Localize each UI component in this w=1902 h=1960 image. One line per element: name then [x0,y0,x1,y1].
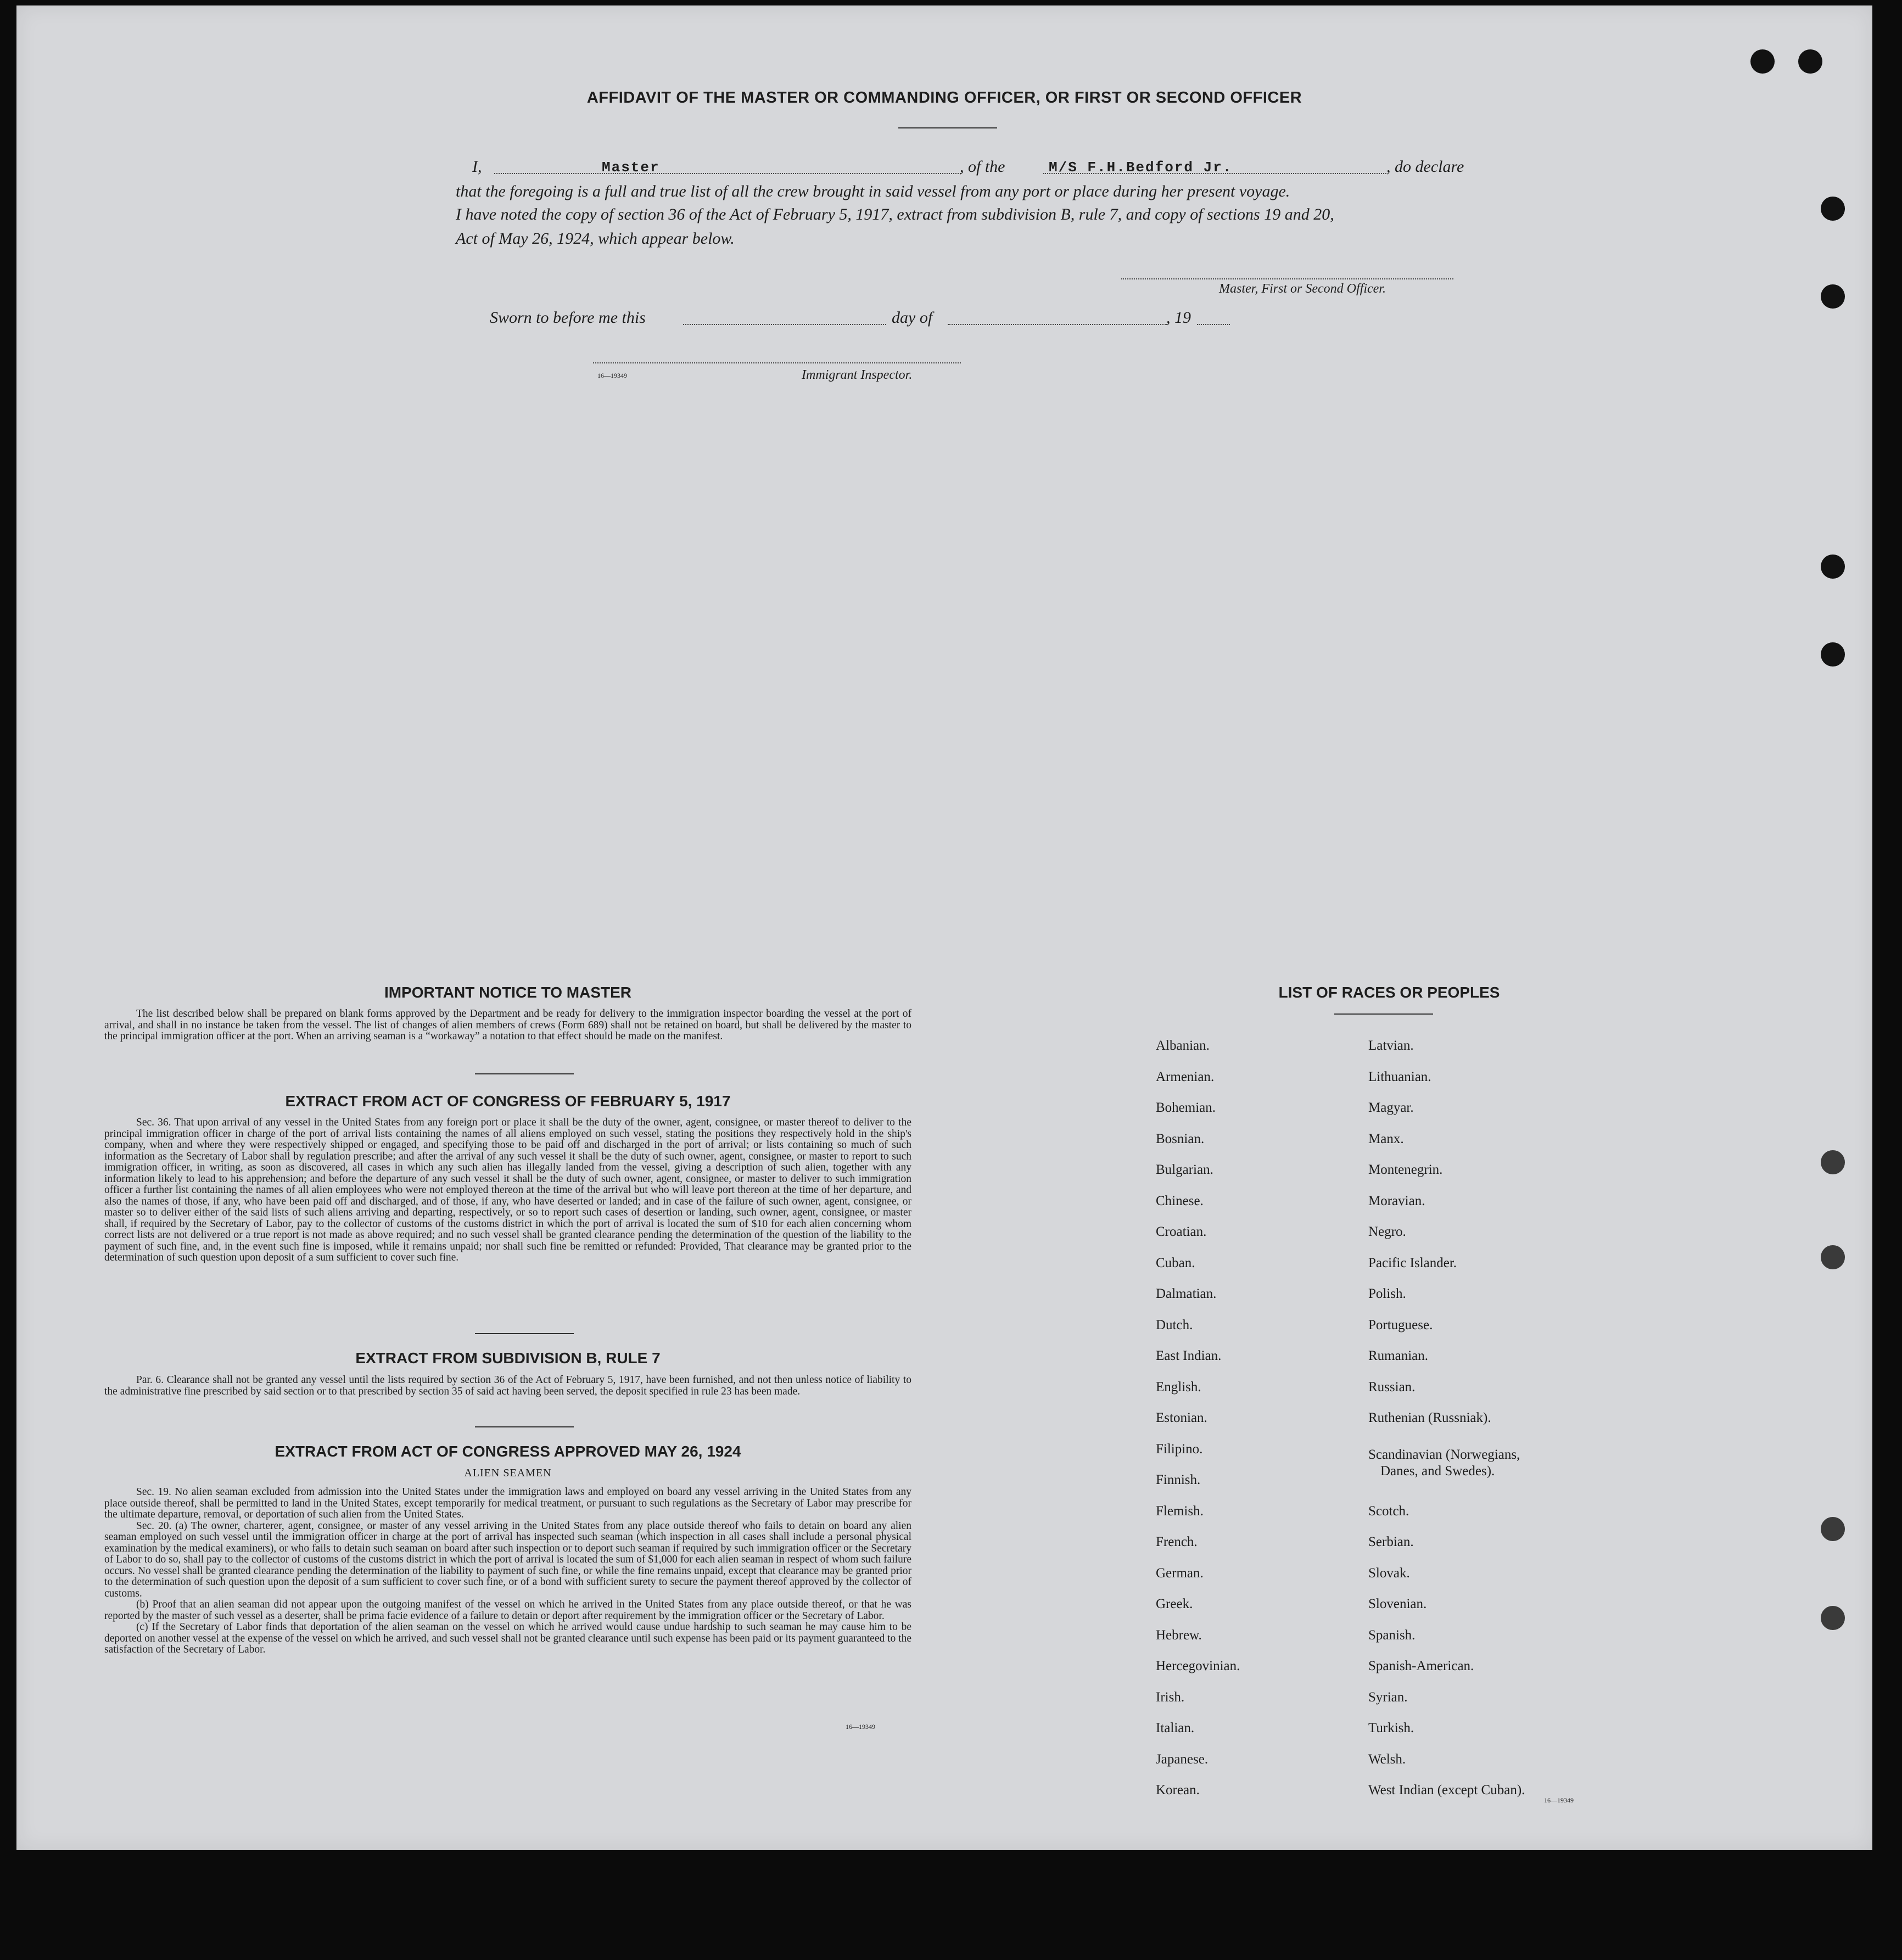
notice-body: The list described below shall be prepared on blank forms approved by the Department and be ready for delivery to the immigration inspector boarding the vessel at the port of arrival, and shall in no instance be taken from the vessel. The list of changes of alien members of crews (Form 689) shall not be retained on board, but shall be delivered by the master to the principal immigration officer at the port. When an arriving seaman is a “workaway” a notation to that effect should be made on the manifest. [104,1008,911,1042]
race-item: Hercegovinian. [1156,1659,1240,1673]
sworn-label: Sworn to before me this [490,309,646,327]
races-title: LIST OF RACES OR PEOPLES [1278,984,1500,1001]
race-item: Latvian. [1368,1038,1414,1053]
race-item: Albanian. [1156,1038,1210,1053]
race-item: Finnish. [1156,1472,1201,1487]
sec-20c-text: (c) If the Secretary of Labor finds that deportation of the alien seaman on the vessel on which he arrived would cause undue hardship to such seaman he may cause him to be deported on another vessel at the expense of the vessel on which he arrived, and such vessel shall not be granted clearance until such expense has been paid or its payment guaranteed to the satisfaction of the Secretary of Labor. [104,1621,911,1655]
punch-hole [1821,1150,1845,1174]
race-item: Japanese. [1156,1751,1209,1767]
affidavit-i: I, [472,158,482,176]
master-field-value[interactable]: Master [602,159,660,176]
race-item: Rumanian. [1368,1348,1429,1363]
form-page [16,5,1872,1850]
punch-hole [1821,1245,1845,1269]
day-of-label: day of [892,309,933,327]
sworn-year-line [1197,324,1230,325]
race-item: Bulgarian. [1156,1162,1213,1177]
race-item: Italian. [1156,1721,1195,1735]
form-number: 16—19349 [846,1723,875,1731]
do-declare-label: , do declare [1386,158,1464,176]
race-item: West Indian (except Cuban). [1368,1783,1525,1797]
race-item: Welsh. [1368,1751,1406,1767]
affidavit-line-2: that the foregoing is a full and true list of all the crew brought in said vessel from any port or place during her present voyage. [456,182,1290,200]
race-item: Korean. [1156,1783,1200,1797]
race-item: Scandinavian (Norwegians, [1368,1447,1520,1462]
extract-1924-body [104,1487,911,1656]
race-item: Croatian. [1156,1224,1207,1239]
form-number: 16—19349 [597,372,627,379]
extract-1924-subtitle: ALIEN SEAMEN [464,1467,552,1479]
punch-hole [1821,1606,1845,1630]
punch-hole [1821,1517,1845,1541]
race-item: Pacific Islander. [1368,1255,1457,1270]
sworn-month-line [948,324,1167,325]
notice-title: IMPORTANT NOTICE TO MASTER [384,984,632,1001]
race-item: Hebrew. [1156,1627,1202,1643]
affidavit-line-4: Act of May 26, 1924, which appear below. [456,229,735,248]
section-divider [475,1333,574,1334]
section-divider [475,1426,574,1427]
sec-20a-text: Sec. 20. (a) The owner, charterer, agent, consignee, or master of any vessel arriving in the United States from any place outside thereof who fails to detain on board any alien seaman employed on such vessel until the immigration officer in charge at the port of arrival has inspected such seaman (which inspection in all cases shall include a personal physical examination by the medical examiners), or who fails to detain such seaman on board after such inspection or to deport such seaman if required by such immigration officer or the Secretary of Labor to do so, shall pay to the collector of customs of the customs district in which the port of arrival is located the sum of $1,000 for each alien seaman in respect of whom such failure occurs. No vessel shall be granted clearance pending the determination of the liability to payment of such fine, or while the fine remains unpaid, except that clearance may be granted prior to the determination of such question upon the deposit of a sum sufficient to cover such fine, or of a bond with sufficient surety to secure the payment thereof approved by the collector of customs. [104,1520,911,1599]
race-item: Cuban. [1156,1255,1195,1270]
punch-hole [1821,555,1845,579]
race-item: Serbian. [1368,1535,1414,1549]
punch-hole [1821,642,1845,667]
form-number: 16—19349 [1544,1796,1574,1804]
race-item: Polish. [1368,1286,1406,1301]
master-field-line [494,173,961,174]
race-item: French. [1156,1535,1198,1549]
extract-rule7-title: EXTRACT FROM SUBDIVISION B, RULE 7 [355,1349,661,1367]
race-item: Lithuanian. [1368,1069,1431,1084]
race-item: Irish. [1156,1689,1185,1705]
race-item: Russian. [1368,1379,1416,1395]
race-item: Estonian. [1156,1410,1207,1425]
races-divider [1334,1013,1433,1015]
extract-1917-body: Sec. 36. That upon arrival of any vessel in the United States from any foreign port or place it shall be the duty of the owner, agent, consignee, or master thereof to deliver to the principal immigration officer in charge of the port of arrival lists containing the names of all aliens employed on such vessel, stating the positions they respectively hold in the ship's company, when and where they were respectively shipped or engaged, and specifying those to be paid off and discharged in the port of arrival; or lists containing so much of such information as the Secretary of Labor shall by regulation prescribe; and after the arrival of any such vessel it shall be the duty of such owner, agent, consignee, or master to report to such immigration officer, in writing, as soon as discovered, all cases in which any such alien has illegally landed from the vessel, giving a description of such alien, together with any information likely to lead to his apprehension; and before the departure of any such vessel it shall be the duty of such owner, agent, consignee, or master to deliver to such immigration officer a further list containing the names of all alien employees who were not employed thereon at the time of the arrival but who will leave port thereon at the time of her departure, and also the names of those, if any, who have been paid off and discharged, and of those, if any, who have deserted or landed; and in case of the failure of such owner, agent, consignee, or master so to deliver either of the said lists of such aliens arriving and departing, respectively, or so to report such cases of desertion or landing, such owner, agent, consignee, or master shall, if required by the Secretary of Labor, pay to the collector of customs of the customs district in which the port of arrival is located the sum of $10 for each alien concerning whom correct lists are not delivered or a true report is not made as above required; and no such vessel shall be granted clearance pending the determination of the question of the liability to the payment of such fine, and, in the event such fine is imposed, while it remains unpaid; nor shall such fine be remitted or refunded: Provided, That clearance may be granted prior to the determination of such question upon deposit of a sum sufficient to cover such fine. [104,1117,911,1263]
race-item: Greek. [1156,1597,1193,1611]
of-the-label: , of the [960,158,1005,176]
year-label: , 19 [1166,309,1191,327]
race-item: Portuguese. [1368,1317,1433,1332]
section-divider [475,1073,574,1074]
race-item: Filipino. [1156,1441,1203,1457]
sec-20b-text: (b) Proof that an alien seaman did not appear upon the outgoing manifest of the vessel on which he arrived in the United States from any place outside thereof, or that he was reported by the master of such vessel as a deserter, shall be prima facie evidence of a failure to detain or deport after requirement by the immigration officer or the Secretary of Labor. [104,1599,911,1622]
race-item: Dutch. [1156,1317,1193,1332]
race-item: Moravian. [1368,1193,1425,1208]
race-item: Spanish-American. [1368,1659,1474,1673]
race-item: Montenegrin. [1368,1162,1443,1177]
races-right-column [1368,1038,1525,1799]
signature-label: Master, First or Second Officer. [1219,282,1386,296]
signature-line [1121,278,1453,279]
race-item: Spanish. [1368,1627,1416,1643]
race-item: Armenian. [1156,1069,1215,1084]
race-item: Danes, and Swedes). [1380,1463,1495,1479]
race-item: Magyar. [1368,1100,1414,1115]
race-item: Dalmatian. [1156,1286,1217,1301]
title-divider [898,127,997,128]
sworn-day-line [683,324,886,325]
race-item: Turkish. [1368,1721,1414,1735]
punch-hole [1821,197,1845,221]
extract-rule7-body: Par. 6. Clearance shall not be granted any vessel until the lists required by section 36 of the Act of February 5, 1917, have been furnished, and not then unless notice of liability to the administrative fine prescribed by said section or to that prescribed by section 35 of said act having been served, the deposit specified in rule 23 has been made. [104,1374,911,1397]
race-item: Chinese. [1156,1193,1204,1208]
punch-hole [1821,284,1845,309]
punch-hole [1798,49,1822,74]
race-item: Syrian. [1368,1689,1408,1705]
affidavit-title: AFFIDAVIT OF THE MASTER OR COMMANDING OFFICER, OR FIRST OR SECOND OFFICER [586,89,1302,107]
race-item: Ruthenian (Russniak). [1368,1410,1491,1425]
extract-1917-title: EXTRACT FROM ACT OF CONGRESS OF FEBRUARY 5, 1917 [285,1093,731,1110]
race-item: Slovenian. [1368,1597,1427,1611]
race-item: Scotch. [1368,1503,1409,1519]
punch-hole [1750,49,1775,74]
race-item: Slovak. [1368,1565,1410,1581]
vessel-field-value[interactable]: M/S F.H.Bedford Jr. [1049,159,1233,176]
inspector-label: Immigrant Inspector. [802,368,913,382]
race-item: German. [1156,1565,1204,1581]
race-item: Bohemian. [1156,1100,1216,1115]
race-item: East Indian. [1156,1348,1222,1363]
race-item: Manx. [1368,1131,1404,1146]
sec-19-text: Sec. 19. No alien seaman excluded from admission into the United States under the immigration laws and employed on board any vessel arriving in the United States from any place outside thereof, shall be permitted to land in the United States, except temporarily for medical treatment, or pursuant to such regulations as the Secretary of Labor may prescribe for the ultimate departure, removal, or deportation of such alien from the United States. [104,1486,911,1520]
race-item: English. [1156,1379,1201,1395]
affidavit-line-3: I have noted the copy of section 36 of the Act of February 5, 1917, extract from subdivision B, rule 7, and copy of sections 19 and 20, [456,205,1334,223]
race-item: Negro. [1368,1224,1406,1239]
inspector-line [593,362,961,363]
race-item: Bosnian. [1156,1131,1205,1146]
extract-1924-title: EXTRACT FROM ACT OF CONGRESS APPROVED MAY 26, 1924 [275,1443,741,1460]
race-item: Flemish. [1156,1503,1204,1519]
races-left-column [1156,1038,1240,1813]
